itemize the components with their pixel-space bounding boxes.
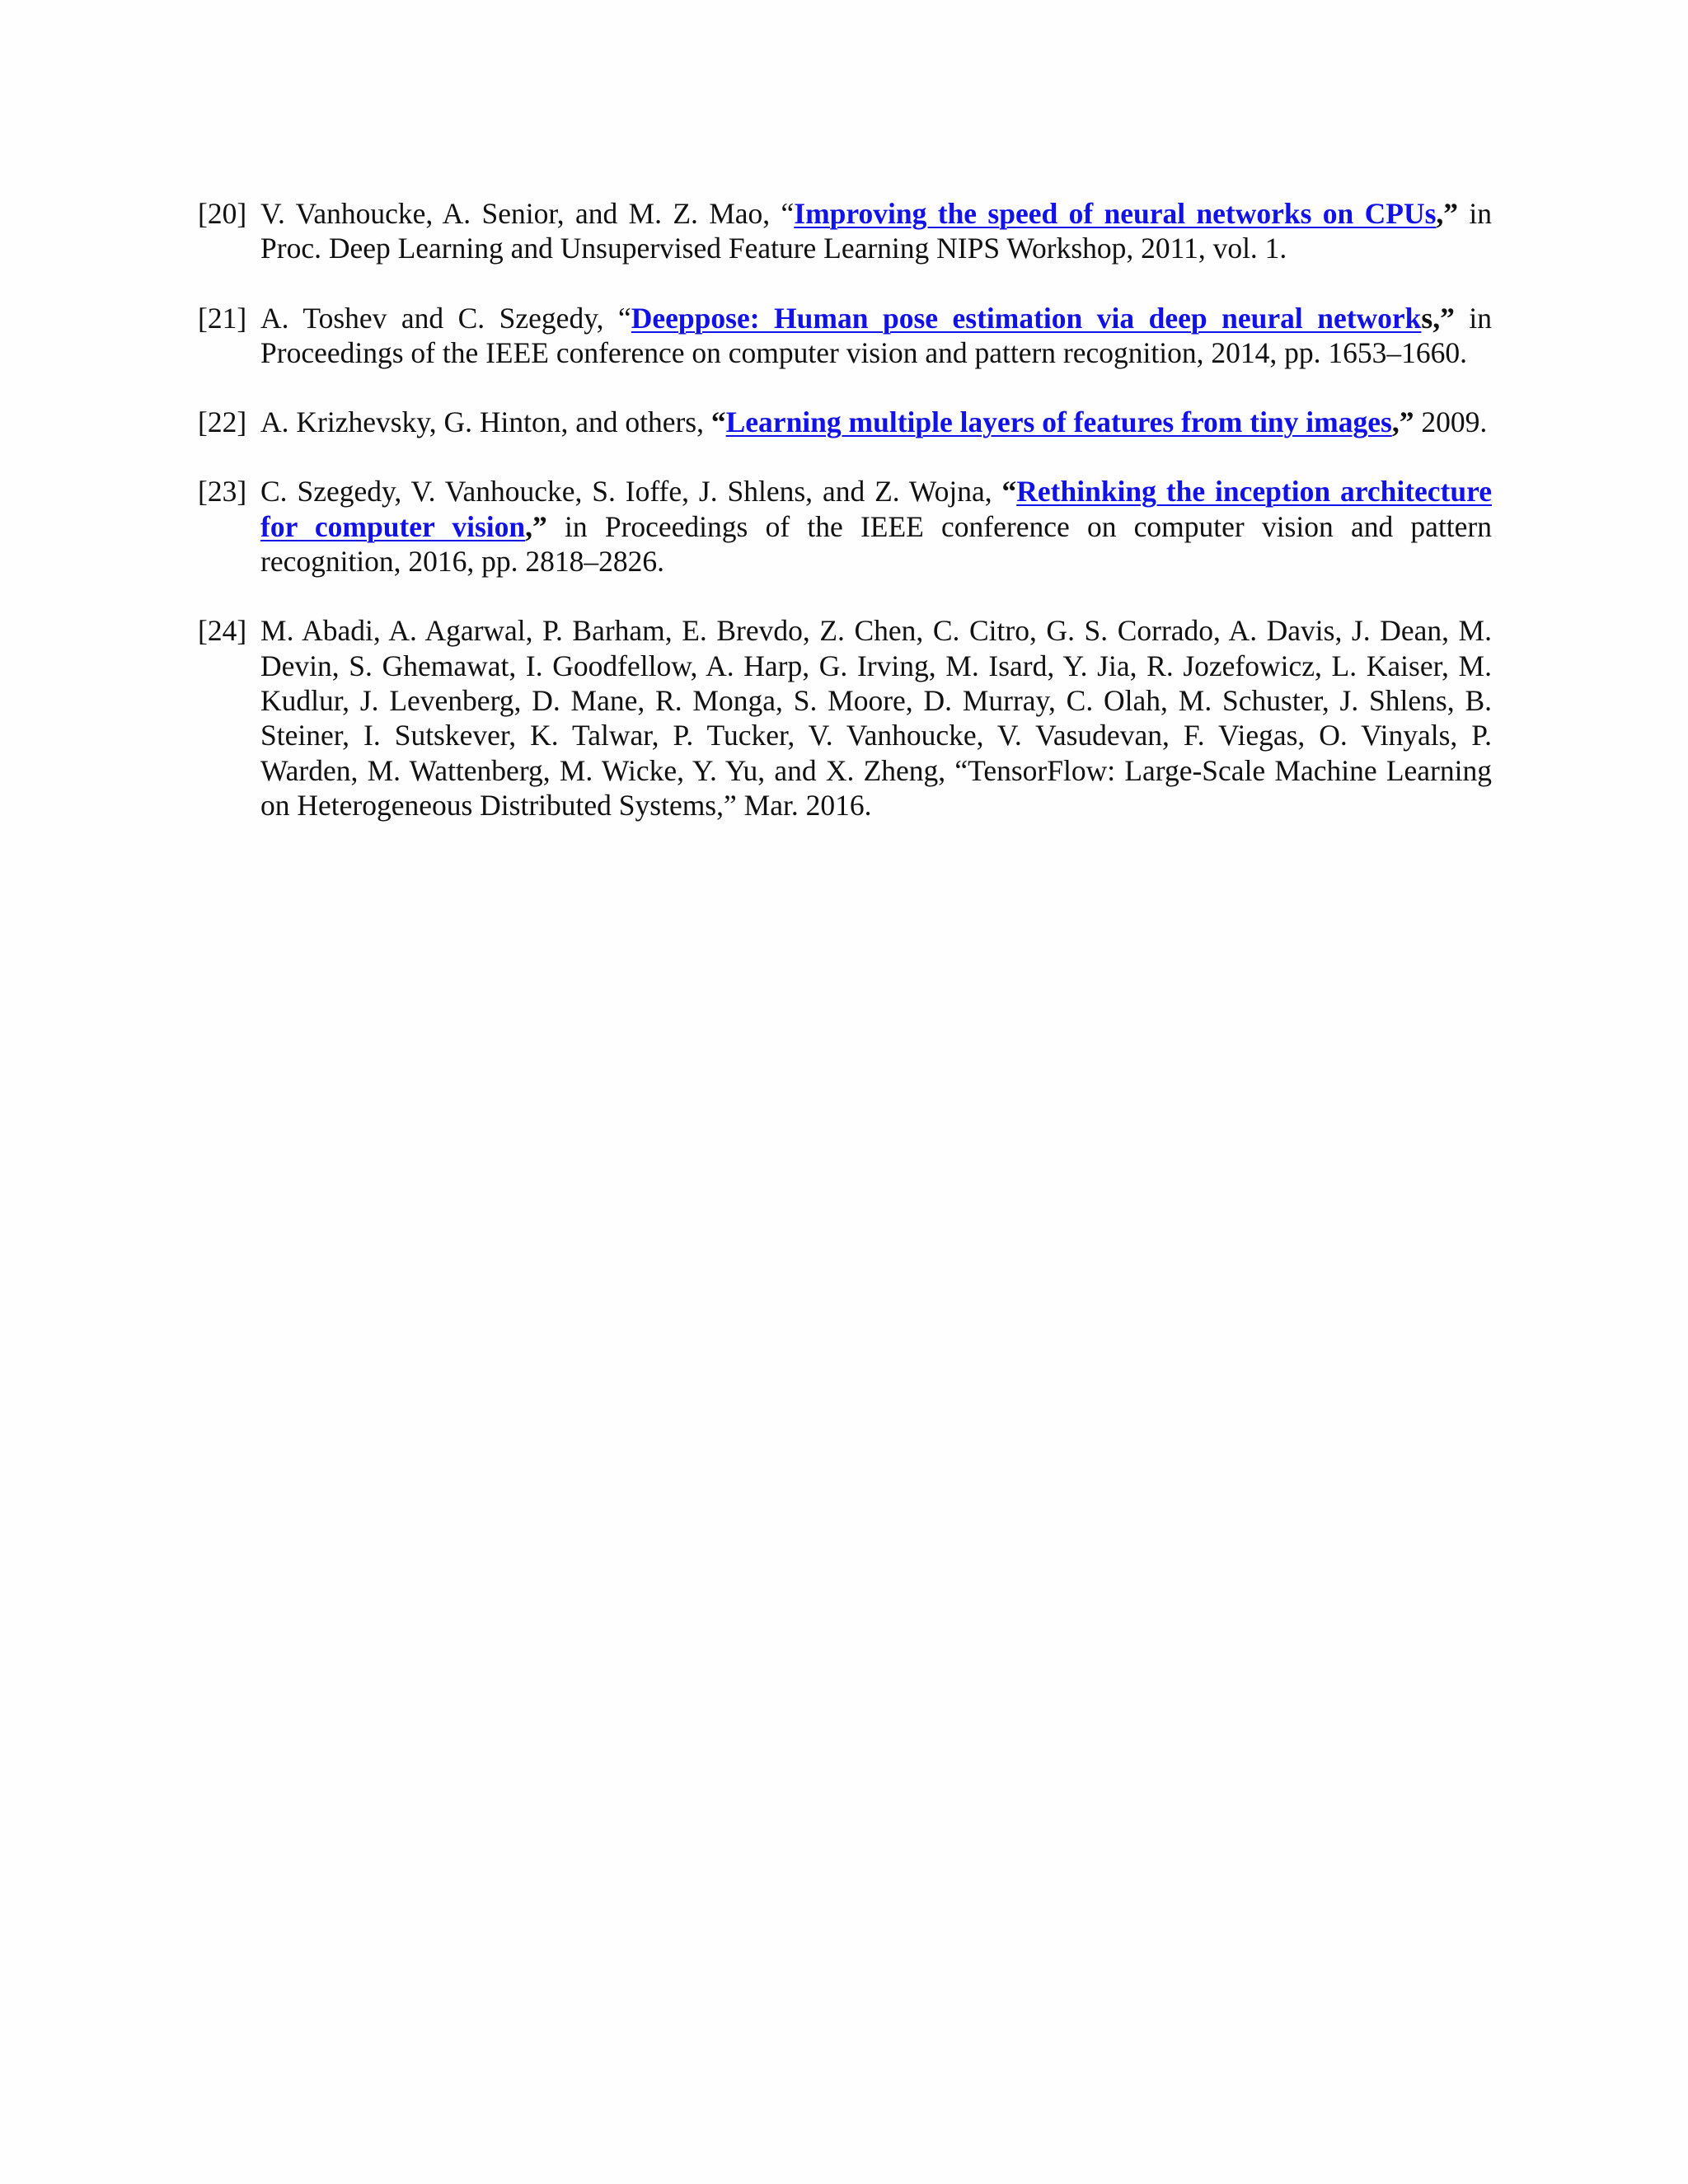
- closing-quote: ,”: [525, 509, 547, 543]
- reference-text: [260, 474, 1492, 579]
- reference-title-link[interactable]: Improving the speed of neural networks on CPUs: [794, 197, 1437, 230]
- reference-number: [21]: [198, 301, 247, 335]
- reference-item-21: [198, 301, 1492, 371]
- reference-authors: A. Krizhevsky, G. Hinton, and others,: [260, 405, 711, 439]
- reference-item-20: [198, 196, 1492, 266]
- closing-quote: ,”: [1436, 197, 1459, 230]
- reference-item-24: [198, 613, 1492, 823]
- reference-venue: in Proceedings of the IEEE conference on computer vision and pattern recognition, 2016, pp. 2818–2826.: [260, 509, 1492, 579]
- reference-authors: A. Toshev and C. Szegedy, “: [260, 301, 631, 335]
- reference-item-22: [198, 405, 1492, 439]
- opening-quote: “: [710, 405, 726, 439]
- reference-list: [198, 196, 1492, 857]
- reference-text: [260, 301, 1492, 371]
- reference-number: [22]: [198, 405, 247, 439]
- opening-quote: “: [1001, 475, 1017, 509]
- reference-text: M. Abadi, A. Agarwal, P. Barham, E. Brevdo, Z. Chen, C. Citro, G. S. Corrado, A. Davis, J. Dean, M. Devin, S. Ghemawat, I. Goodfellow, A. Harp, G. Irving, M. Isard, Y. Jia, R. Jozefowicz, L. Kaiser, M. Kudlur, J. Levenberg, D. Mane, R. Monga, S. Moore, D. Murray, C. Olah, M. Schuster, J. Shlens, B. Steiner, I. Sutskever, K. Talwar, P. Tucker, V. Vanhoucke, V. Vasudevan, F. Viegas, O. Vinyals, P. Warden, M. Wattenberg, M. Wicke, Y. Yu, and X. Zheng, “TensorFlow: Large-Scale Machine Learning on Heterogeneous Distributed Systems,” Mar. 2016.: [260, 614, 1492, 822]
- reference-number: [23]: [198, 475, 247, 509]
- reference-title-link[interactable]: Rethinking the inception architecture for computer vision: [260, 475, 1492, 543]
- reference-item-23: [198, 474, 1492, 579]
- reference-title-link[interactable]: Learning multiple layers of features from tiny images: [725, 405, 1392, 439]
- reference-venue: in Proc. Deep Learning and Unsupervised Feature Learning NIPS Workshop, 2011, vol. 1.: [260, 197, 1493, 265]
- reference-venue: 2009.: [1414, 405, 1488, 439]
- reference-number: [20]: [198, 197, 247, 230]
- reference-authors: C. Szegedy, V. Vanhoucke, S. Ioffe, J. Shlens, and Z. Wojna,: [260, 475, 1002, 509]
- closing-quote: ,”: [1391, 405, 1414, 439]
- reference-title-link[interactable]: Deeppose: Human pose estimation via deep neural network: [631, 301, 1422, 335]
- reference-venue: in Proceedings of the IEEE conference on computer vision and pattern recognition, 2014, pp. 1653–1660.: [260, 301, 1492, 369]
- reference-text: [260, 405, 1492, 439]
- reference-number: [24]: [198, 614, 247, 648]
- closing-quote: s,”: [1421, 301, 1455, 335]
- reference-text: [260, 196, 1492, 266]
- reference-authors: V. Vanhoucke, A. Senior, and M. Z. Mao, “: [260, 197, 795, 230]
